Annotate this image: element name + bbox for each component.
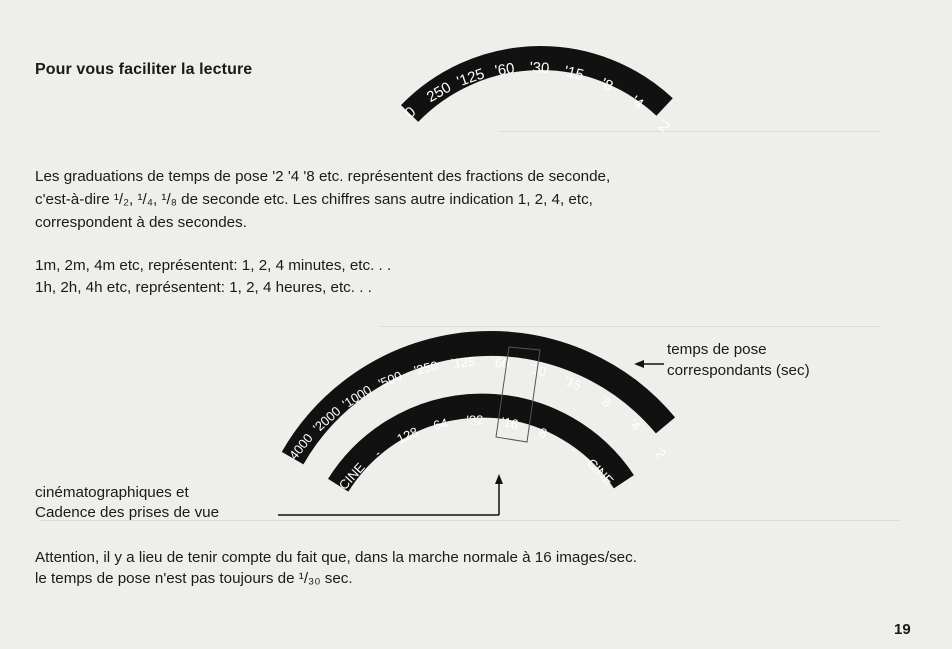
- dial-mark: '60: [493, 60, 516, 80]
- top-dial: [402, 58, 673, 136]
- dial-mark: 0: [401, 103, 420, 122]
- unit-lines: [35, 255, 391, 299]
- dial-mark: '4: [626, 415, 644, 434]
- attention-line: le temps de pose n'est pas toujours de ¹/₃₀ sec.: [35, 570, 353, 587]
- paragraph-line: Les graduations de temps de pose '2 '4 '8 etc. représentent des fractions de seconde,: [35, 168, 611, 185]
- attention-note: [35, 547, 637, 589]
- dial-mark: '15: [562, 372, 584, 394]
- dial-mark: '4: [627, 92, 647, 113]
- dial-mark: '30: [529, 59, 550, 78]
- dial-mark: '2000: [310, 403, 344, 436]
- dial-mark: 64: [431, 415, 450, 434]
- dial-mark: 8: [536, 424, 550, 442]
- hours-line: 1h, 2h, 4h etc, représentent: 1, 2, 4 heures, etc. . .: [35, 279, 372, 296]
- dial-mark: '30: [527, 360, 548, 380]
- label-line: Cadence des prises de vue: [35, 504, 220, 521]
- dial-mark: '60: [491, 354, 510, 372]
- dial-mark: '8: [597, 392, 615, 411]
- dial-mark: CINE: [584, 455, 617, 489]
- dial-mark: '250: [412, 357, 440, 379]
- label-line: cinématographiques et: [35, 484, 189, 501]
- label-line: correspondants (sec): [667, 362, 810, 379]
- page-heading: Pour vous faciliter la lecture: [35, 61, 253, 78]
- frame-rate-label: [35, 483, 219, 523]
- label-line: temps de pose: [667, 341, 767, 358]
- dial-mark: '125: [450, 354, 476, 371]
- paragraph-line: c'est-à-dire ¹/₂, ¹/₄, ¹/₈ de seconde etc. Les chiffres sans autre indication 1, 2, 4, etc,: [35, 191, 593, 208]
- minutes-line: 1m, 2m, 4m etc, représentent: 1, 2, 4 minutes, etc. . .: [35, 257, 392, 274]
- dial-mark: '125: [454, 65, 487, 91]
- dial-mark: '2: [653, 116, 674, 136]
- bottom-dial: [286, 343, 669, 492]
- explanation-paragraph: [35, 165, 919, 234]
- dial-mark: 250: [423, 78, 455, 107]
- dial-mark: '16: [499, 414, 520, 432]
- dial-mark: -: [567, 442, 580, 457]
- dial-mark: 128: [394, 423, 421, 447]
- paragraph-line: correspondent à des secondes.: [35, 214, 247, 231]
- dial-mark: 4000: [285, 430, 316, 463]
- dial-mark: -: [371, 445, 384, 461]
- dial-mark: '2: [651, 444, 670, 462]
- attention-line: Attention, il y a lieu de tenir compte du fait que, dans la marche normale à 16 images/sec.: [35, 549, 637, 566]
- exposure-time-label: [667, 339, 810, 381]
- dial-mark: '32: [466, 412, 484, 428]
- pointer-bottom: [278, 474, 503, 515]
- pointer-right: [634, 360, 664, 368]
- dial-mark: '15: [562, 62, 586, 85]
- dial-mark: '500: [376, 368, 405, 392]
- dial-mark: '8: [598, 75, 616, 96]
- dial-mark: '1000: [339, 382, 375, 412]
- dial-mark: CINE: [335, 459, 368, 493]
- page-number: 19: [894, 621, 911, 638]
